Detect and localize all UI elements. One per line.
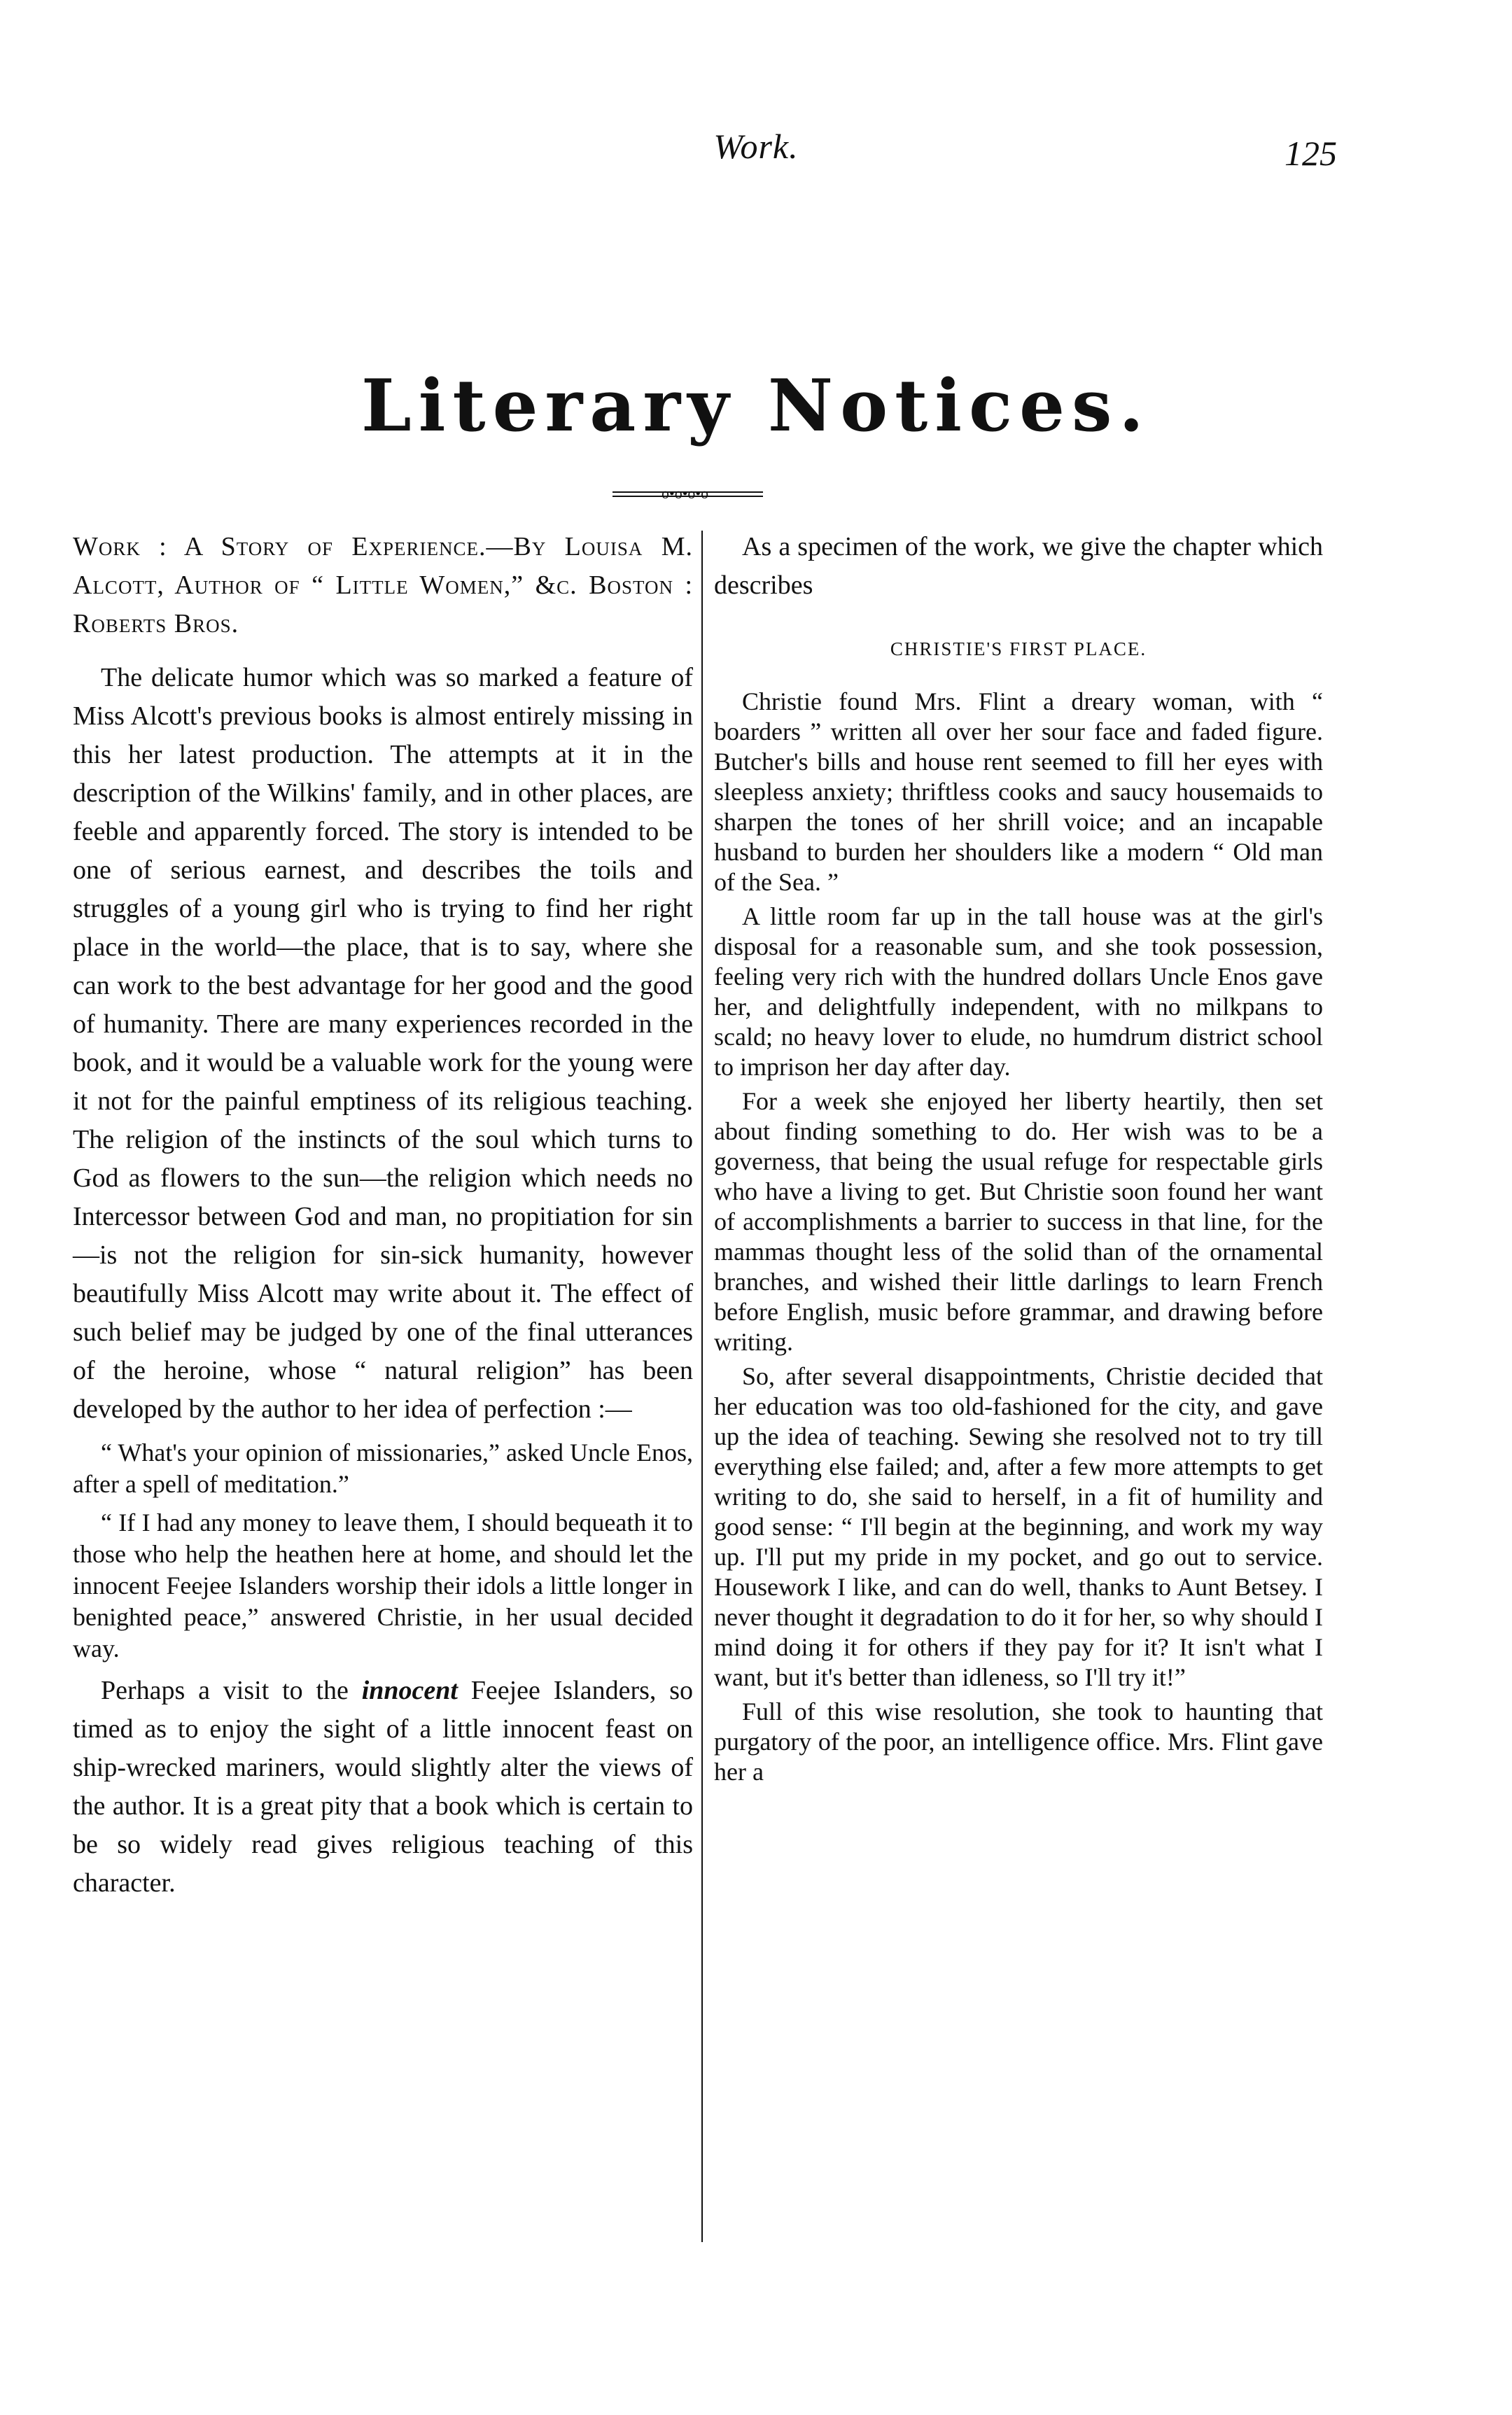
quotation: “ If I had any money to leave them, I should bequeath it to those who help the heathen here at home, and should let the innocent Feejee Islanders worship their idols a little longer in benighted peace,” answered Christie, in her usual decided way. xyxy=(73,1508,693,1662)
book-title: Work : A Story of Experience.—By Louisa M. Alcott, Author of “ Little Women,” &c. Boston : Roberts Bros. xyxy=(73,532,693,638)
running-title: Work. xyxy=(713,127,799,166)
excerpt-paragraph: A little room far up in the tall house was at the girl's disposal for a reasonable sum, and she took possession, feeling very rich with the hundred dollars Uncle Enos gave her, and delightfully independent, with no milkpans to scald; no heavy lover to elude, no humdrum district school to imprison her day after day. xyxy=(714,902,1323,1081)
section-heading: Literary Notices. xyxy=(361,364,1151,448)
review-paragraph xyxy=(73,1672,693,1903)
review-text: Perhaps a visit to the xyxy=(101,1676,362,1705)
excerpt-paragraph: So, after several disappointments, Christie decided that her education was too old-fashioned for the city, and gave up the idea of teaching. Sewing she resolved not to try till everything else failed; and, after a few more attempts to get writing to do, she said to herself, in a fit of humility and good sense: “ I'll begin at the beginning, and work my way up. I'll put my pride in my pocket, and go out to service. Housework I like, and can do well, thanks to Aunt Betsey. I never thought it degradation to do it for her, so why should I mind doing it for others if they pay for it? It isn't what I want, but it's better than idleness, so I'll try it!” xyxy=(714,1362,1323,1691)
column-divider xyxy=(701,531,703,2242)
review-paragraph: As a specimen of the work, we give the chapter which describes xyxy=(714,532,1323,600)
right-column xyxy=(714,528,1323,1791)
left-column xyxy=(73,528,693,1911)
excerpt-paragraph: Christie found Mrs. Flint a dreary woman, with “ boarders ” written all over her sour face and faded figure. Butcher's bills and house rent seemed to fill her eyes with sleepless anxiety; thriftless cooks and saucy housemaids to sharpen the tones of her shrill voice; and an incapable husband to burden her shoulders like a modern “ Old man of the Sea. ” xyxy=(714,687,1323,896)
review-paragraph: The delicate humor which was so marked a feature of Miss Alcott's previous books is almost entirely missing in this her latest production. The attempts at it in the description of the Wilkins' family, and in other places, are feeble and apparently forced. The story is intended to be one of serious earnest, and describes the toils and struggles of a young girl who is trying to find her right place in the world—the place, that is to say, where she can work to the best advantage for her good and the good of humanity. There are many experiences recorded in the book, and it would be a valuable work for the young were it not for the painful emptiness of its religious teaching. The religion of the instincts of the soul which turns to God as flowers to the sun—the religion which needs no Intercessor between God and man, no propitiation for sin—is not the religion for sin-sick humanity, however beautifully Miss Alcott may write about it. The effect of such belief may be judged by one of the final utterances of the heroine, whose “ natural religion” has been developed by the author to her idea of perfection :— xyxy=(73,663,693,1424)
review-text: Feejee Islanders, so timed as to enjoy the sight of a little innocent feast on ship-wrecked mariners, would slightly alter the views of the author. It is a great pity that a book which is certain to be so widely read gives religious teaching of this character. xyxy=(73,1676,693,1898)
page-number: 125 xyxy=(1284,134,1337,173)
excerpt-paragraph: For a week she enjoyed her liberty heartily, then set about finding something to do. Her wish was to be a governess, that being the usual refuge for respectable girls who have a living to get. But Christie soon found her want of accomplishments a barrier to success in that line, for the mammas thought less of the solid than of the ornamental branches, and wished their little darlings to learn French before English, music before grammar, and drawing before writing. xyxy=(714,1087,1323,1356)
excerpt-paragraph: Full of this wise resolution, she took to haunting that purgatory of the poor, an intelligence office. Mrs. Flint gave her a xyxy=(714,1698,1323,1786)
quotation: “ What's your opinion of missionaries,” asked Uncle Enos, after a spell of meditation.” xyxy=(73,1438,693,1498)
ornamental-rule: o•o•o•o xyxy=(612,491,763,497)
chapter-title: CHRISTIE'S FIRST PLACE. xyxy=(890,638,1147,659)
emphasis-word: innocent xyxy=(361,1676,458,1705)
